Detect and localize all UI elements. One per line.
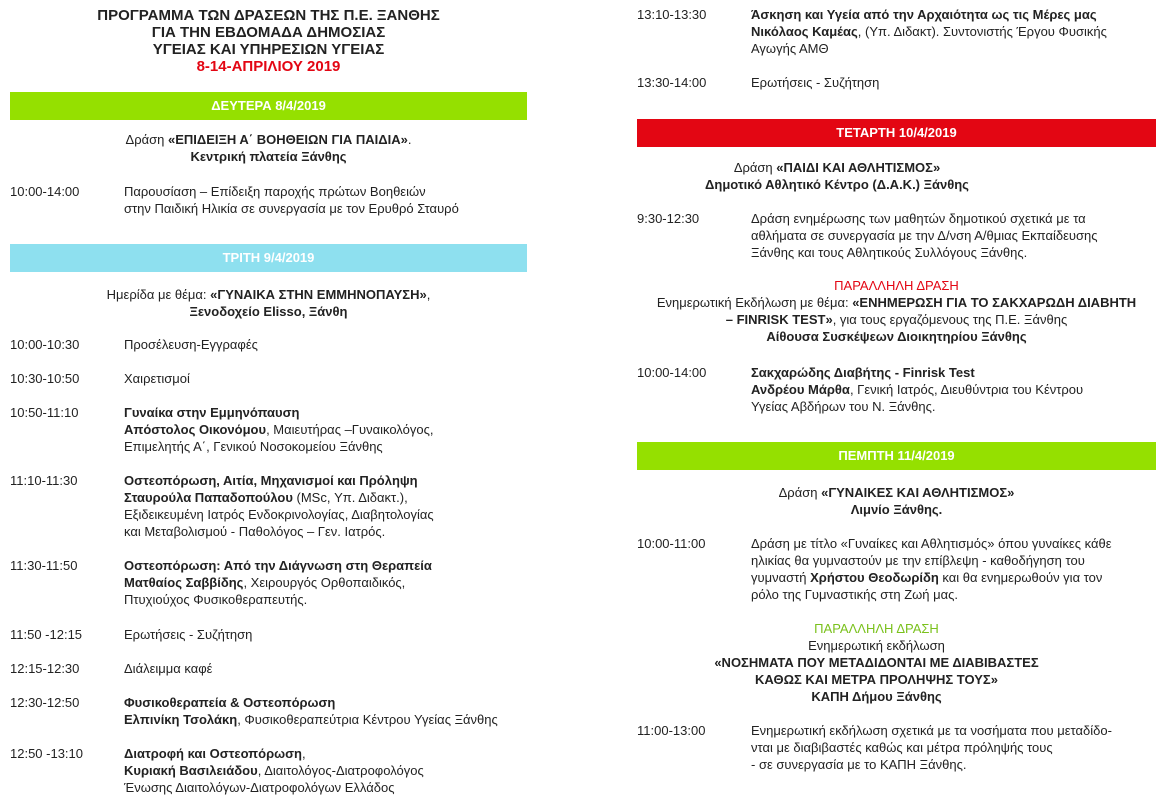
tuesday-intro-suffix: , (426, 287, 431, 302)
item-title: Σακχαρώδης Διαβήτης - Finrisk Test (751, 365, 975, 380)
schedule-item (751, 364, 1083, 415)
speaker-role: Ένωσης Διαιτολόγων-Διατροφολόγων Ελλάδος (124, 780, 395, 795)
item-text: Ερωτήσεις - Συζήτηση (124, 627, 253, 642)
speaker-role: , (Υπ. Διδακτ). Συντονιστής Έργου Φυσικής (857, 24, 1107, 39)
schedule-time: 11:10-11:30 (10, 473, 78, 488)
band-thursday: ΠΕΜΠΤΗ 11/4/2019 (637, 442, 1156, 470)
header-line-1: ΠΡΟΓΡΑΜΜΑ ΤΩΝ ΔΡΑΣΕΩΝ ΤΗΣ Π.Ε. ΞΑΝΘΗΣ (97, 7, 440, 24)
speaker-role: Επιμελητής Α΄, Γενικού Νοσοκομείου Ξάνθης (124, 439, 383, 454)
item-text: Ξάνθης και τους Αθλητικούς Συλλόγους Ξάνθης. (751, 245, 1028, 260)
schedule-time: 10:50-11:10 (10, 405, 79, 420)
parallel-intro-title: ΚΑΘΩΣ ΚΑΙ ΜΕΤΡΑ ΠΡΟΛΗΨΗΣ ΤΟΥΣ» (755, 672, 998, 687)
schedule-item (751, 535, 1111, 603)
schedule-time: 13:10-13:30 (637, 7, 707, 22)
tuesday-intro (10, 286, 527, 320)
item-text: και θα ενημερωθούν για τον (938, 570, 1103, 585)
schedule-item (124, 626, 252, 643)
speaker-name: Σταυρούλα Παπαδοπούλου (124, 490, 293, 505)
schedule-item (124, 660, 212, 677)
schedule-time: 11:00-13:00 (637, 723, 706, 738)
monday-desc-line: Παρουσίαση – Επίδειξη παροχής πρώτων Βοηθειών (124, 184, 426, 199)
schedule-time: 12:50 -13:10 (10, 746, 84, 761)
speaker-name: Ματθαίος Σαββίδης (124, 575, 244, 590)
item-text: Χαιρετισμοί (124, 371, 190, 386)
schedule-item (751, 6, 1107, 57)
schedule-item (751, 722, 1112, 773)
schedule-time: 11:50 -12:15 (10, 627, 83, 642)
item-title: Οστεοπόρωση, Αιτία, Μηχανισμοί και Πρόληψη (124, 473, 418, 488)
thursday-intro-prefix: Δράση (778, 485, 822, 500)
speaker-role: , Χειρουργός Ορθοπαιδικός, (243, 575, 406, 590)
speaker-name: Ανδρέου Μάρθα (751, 382, 850, 397)
wednesday-intro-title: «ΠΑΙΔΙ ΚΑΙ ΑΘΛΗΤΙΣΜΟΣ» (776, 160, 941, 175)
item-text: Ενημερωτική εκδήλωση σχετικά με τα νοσήματα που μεταδίδο- (751, 723, 1112, 738)
item-text: ρόλο της Γυμναστικής στη Ζωή μας. (751, 587, 959, 602)
schedule-item (124, 472, 434, 540)
schedule-time: 11:30-11:50 (10, 558, 78, 573)
item-title: Γυναίκα στην Εμμηνόπαυση (124, 405, 300, 420)
speaker-role: Αγωγής ΑΜΘ (751, 41, 829, 56)
speaker-role: , Μαιευτήρας –Γυναικολόγος, (266, 422, 434, 437)
item-title-suffix: , (301, 746, 306, 761)
parallel-place: Αίθουσα Συσκέψεων Διοικητηρίου Ξάνθης (766, 329, 1027, 344)
schedule-item (751, 210, 1098, 261)
schedule-item (124, 336, 258, 353)
thursday-parallel (637, 620, 1116, 705)
item-title: Άσκηση και Υγεία από την Αρχαιότητα ως τις Μέρες μας (751, 7, 1097, 22)
speaker-role: Πτυχιούχος Φυσικοθεραπευτής. (124, 592, 308, 607)
speaker-role: , Γενική Ιατρός, Διευθύντρια του Κέντρου (849, 382, 1084, 397)
speaker-role: , Φυσικοθεραπεύτρια Κέντρου Υγείας Ξάνθης (237, 712, 498, 727)
thursday-place: Λιμνίο Ξάνθης. (850, 502, 943, 517)
parallel-action-label: ΠΑΡΑΛΛΗΛΗ ΔΡΑΣΗ (814, 621, 939, 636)
thursday-intro-title: «ΓΥΝΑΙΚΕΣ ΚΑΙ ΑΘΛΗΤΙΣΜΟΣ» (821, 485, 1015, 500)
item-title: Οστεοπόρωση: Από την Διάγνωση στη Θεραπεία (124, 558, 432, 573)
schedule-time: 12:30-12:50 (10, 695, 80, 710)
schedule-item (124, 745, 424, 796)
monday-intro (10, 131, 527, 165)
wednesday-intro-prefix: Δράση (733, 160, 777, 175)
item-text: ηλικίας θα γυμναστούν με την επίβλεψη - καθοδήγηση του (751, 553, 1085, 568)
wednesday-intro (637, 159, 1037, 193)
wednesday-place: Δημοτικό Αθλητικό Κέντρο (Δ.Α.Κ.) Ξάνθης (705, 177, 969, 192)
monday-desc-line: στην Παιδική Ηλικία σε συνεργασία με τον Ερυθρό Σταυρό (124, 201, 459, 216)
monday-intro-title: «ΕΠΙΔΕΙΞΗ Α΄ ΒΟΗΘΕΙΩΝ ΓΙΑ ΠΑΙΔΙΑ» (168, 132, 408, 147)
speaker-name: Ελπινίκη Τσολάκη (124, 712, 238, 727)
schedule-item (124, 404, 433, 455)
schedule-time: 10:00-14:00 (637, 365, 707, 380)
parallel-intro-title: – FINRISK TEST» (725, 312, 833, 327)
item-text: Ερωτήσεις - Συζήτηση (751, 75, 880, 90)
monday-time: 10:00-14:00 (10, 184, 80, 199)
band-wednesday: ΤΕΤΑΡΤΗ 10/4/2019 (637, 119, 1156, 147)
tuesday-intro-title: «ΓΥΝΑΙΚΑ ΣΤΗΝ ΕΜΜΗΝΟΠΑΥΣΗ» (210, 287, 427, 302)
parallel-action-label: ΠΑΡΑΛΛΗΛΗ ΔΡΑΣΗ (834, 278, 959, 293)
schedule-time: 9:30-12:30 (637, 211, 700, 226)
item-title: Φυσικοθεραπεία & Οστεοπόρωση (124, 695, 336, 710)
item-text: γυμναστή (751, 570, 811, 585)
parallel-intro-prefix: Ενημερωτική εκδήλωση (808, 638, 945, 653)
trainer-name: Χρήστου Θεοδωρίδη (810, 570, 939, 585)
schedule-time: 10:00-11:00 (637, 536, 706, 551)
item-text: Δράση με τίτλο «Γυναίκες και Αθλητισμός» όπου γυναίκες κάθε (751, 536, 1112, 551)
header-line-2: ΓΙΑ ΤΗΝ ΕΒΔΟΜΑΔΑ ΔΗΜΟΣΙΑΣ (151, 24, 386, 41)
parallel-intro-title: «ΝΟΣΗΜΑΤΑ ΠΟΥ ΜΕΤΑΔΙΔΟΝΤΑΙ ΜΕ ΔΙΑΒΙΒΑΣΤΕΣ (714, 655, 1039, 670)
thursday-intro (637, 484, 1156, 518)
monday-desc (124, 183, 459, 217)
item-title: Διατροφή και Οστεοπόρωση (124, 746, 302, 761)
item-text: Διάλειμμα καφέ (124, 661, 213, 676)
wednesday-parallel (637, 277, 1156, 345)
speaker-name: Κυριακή Βασιλειάδου (124, 763, 258, 778)
speaker-role: Υγείας Αβδήρων του Ν. Ξάνθης. (751, 399, 936, 414)
item-text: Προσέλευση-Εγγραφές (124, 337, 258, 352)
item-text: - σε συνεργασία με το ΚΑΠΗ Ξάνθης. (751, 757, 967, 772)
speaker-role: Εξιδεικευμένη Ιατρός Ενδοκρινολογίας, Διαβητολογίας (124, 507, 434, 522)
header-dates: 8-14-ΑΠΡΙΛΙΟΥ 2019 (196, 58, 341, 75)
parallel-intro-suffix: , για τους εργαζόμενους της Π.Ε. Ξάνθης (832, 312, 1068, 327)
speaker-name: Απόστολος Οικονόμου (124, 422, 267, 437)
speaker-role: (MSc, Υπ. Διδακτ.), (292, 490, 408, 505)
item-text: Δράση ενημέρωσης των μαθητών δημοτικού σχετικά με τα (751, 211, 1086, 226)
parallel-intro-prefix: Ενημερωτική Εκδήλωση με θέμα: (656, 295, 853, 310)
band-monday: ΔΕΥΤΕΡΑ 8/4/2019 (10, 92, 527, 120)
tuesday-intro-prefix: Ημερίδα με θέμα: (106, 287, 211, 302)
header-line-3: ΥΓΕΙΑΣ ΚΑΙ ΥΠΗΡΕΣΙΩΝ ΥΓΕΙΑΣ (152, 41, 385, 58)
schedule-time: 12:15-12:30 (10, 661, 80, 676)
schedule-time: 10:00-10:30 (10, 337, 80, 352)
monday-place: Κεντρική πλατεία Ξάνθης (190, 149, 347, 164)
speaker-role: , Διαιτολόγος-Διατροφολόγος (257, 763, 424, 778)
parallel-place: ΚΑΠΗ Δήμου Ξάνθης (811, 689, 942, 704)
schedule-time: 13:30-14:00 (637, 75, 707, 90)
document-header (10, 7, 527, 75)
schedule-time: 10:30-10:50 (10, 371, 80, 386)
monday-intro-prefix: Δράση (125, 132, 168, 147)
speaker-role: και Μεταβολισμού - Παθολόγος – Γεν. Ιατρός. (124, 524, 386, 539)
band-tuesday: ΤΡΙΤΗ 9/4/2019 (10, 244, 527, 272)
schedule-item (124, 557, 432, 608)
schedule-item (124, 370, 190, 387)
item-text: αθλήματα σε συνεργασία με την Δ/νση Α/θμιας Εκπαίδευσης (751, 228, 1098, 243)
schedule-item (751, 74, 879, 91)
monday-intro-suffix: . (407, 132, 412, 147)
item-text: νται με διαβιβαστές καθώς και μέτρα πρόληψής τους (751, 740, 1053, 755)
speaker-name: Νικόλαος Καμέας (751, 24, 858, 39)
parallel-intro-title: «ΕΝΗΜΕΡΩΣΗ ΓΙΑ ΤΟ ΣΑΚΧΑΡΩΔΗ ΔΙΑΒΗΤΗ (852, 295, 1137, 310)
schedule-item (124, 694, 498, 728)
tuesday-place: Ξενοδοχείο Elisso, Ξάνθη (189, 304, 348, 319)
